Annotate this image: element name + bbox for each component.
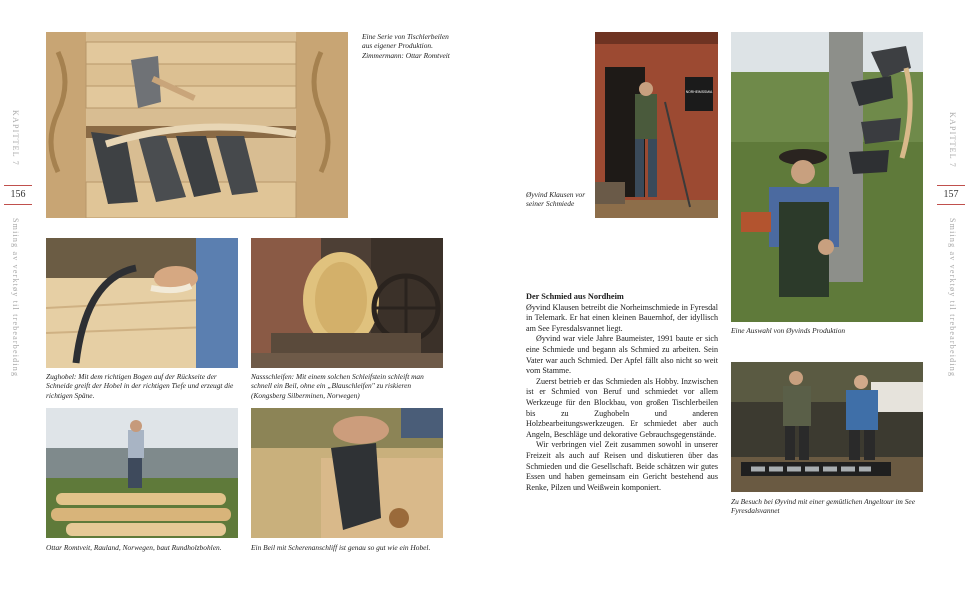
caption-smithy: Øyvind Klausen vor seiner Schmiede — [526, 190, 586, 209]
smithy-sign: NORHEIMSSMIA — [685, 90, 713, 94]
page-number-left: 156 — [4, 185, 32, 205]
photo-smithy — [595, 32, 718, 218]
caption-axe-block: Ein Beil mit Scherenanschliff ist genau so gut wie ein Hobel. — [251, 543, 431, 552]
photo-axes-wall — [46, 32, 348, 218]
article-paragraph-3: Zuerst betrieb er das Schmieden als Hobby. Inzwischen ist er Schmied von Beruf und schmiedet vor allem Werkzeuge für den Blockbau, von großen Tischlerbeilen bis zu Zughobeln und anderen Holzbearbeitungswerkzeugen. Er schmiedet aber auch Angeln, Beschläge und dekorative Gebrauchsgegenstände. — [526, 376, 718, 439]
photo-axe-block — [251, 408, 443, 538]
photo-fishing — [731, 362, 923, 492]
article-paragraph-2: Øyvind war viele Jahre Baumeister, 1991 baute er sich eine Schmiede und begann als Schmied zu arbeiten. Sein Vater war auch Schmied. Der Apfel fällt also nicht so weit vom Stamme. — [526, 334, 718, 376]
chapter-label-right: KAPITTEL 7 — [948, 112, 957, 168]
caption-production: Eine Auswahl von Øyvinds Produktion — [731, 326, 846, 335]
page-number-right: 157 — [937, 185, 965, 205]
running-title-left: Smiing av verktøy til trebearbeiding — [11, 218, 20, 378]
caption-grindstone: Nassschleifen: Mit einem solchen Schleifstein schleift man schnell ein Beil, ohne ein „Blauschleifen" zu riskieren (Kongsberg Silberminen, Norwegen) — [251, 372, 424, 400]
article — [526, 292, 718, 493]
photo-grindstone — [251, 238, 443, 368]
chapter-label-left: KAPITTEL 7 — [11, 110, 20, 166]
running-title-right: Smiing av verktøy til trebearbeiding — [948, 218, 957, 378]
article-paragraph-4: Wir verbringen viel Zeit zusammen sowohl in unserer Freizeit als auch auf Reisen und diskutieren über das Schmieden und die Gesellschaft. Beide schätzen wir gutes Essen und haben gemeinsam ein Gericht bestehend aus Renke, Pilzen und Weißwein komponiert. — [526, 440, 718, 492]
caption-fishing: Zu Besuch bei Øyvind mit einer gemütlichen Angeltour im See Fyresdalsvannet — [731, 497, 915, 516]
photo-log-work — [46, 408, 238, 538]
article-heading: Der Schmied aus Nordheim — [526, 292, 624, 301]
caption-log-work: Ottar Romtveit, Rauland, Norwegen, baut Rundholzbohlen. — [46, 543, 222, 552]
photo-drawknife — [46, 238, 238, 368]
article-paragraph-1: Øyvind Klausen betreibt die Norheimschmiede in Fyresdal in Telemark. Er hat einen kleinen Bauernhof, der idyllisch am See Fyresdalsvannet liegt. — [526, 302, 718, 333]
caption-axes-series: Eine Serie von Tischlerbeilen aus eigener Produktion. Zimmermann: Ottar Romtveit — [362, 32, 450, 60]
photo-production — [731, 32, 923, 322]
caption-drawknife: Zughobel: Mit dem richtigen Bogen auf der Rückseite der Schneide greift der Hobel in der richtigen Tiefe und erzeugt die richtigen Späne. — [46, 372, 234, 400]
